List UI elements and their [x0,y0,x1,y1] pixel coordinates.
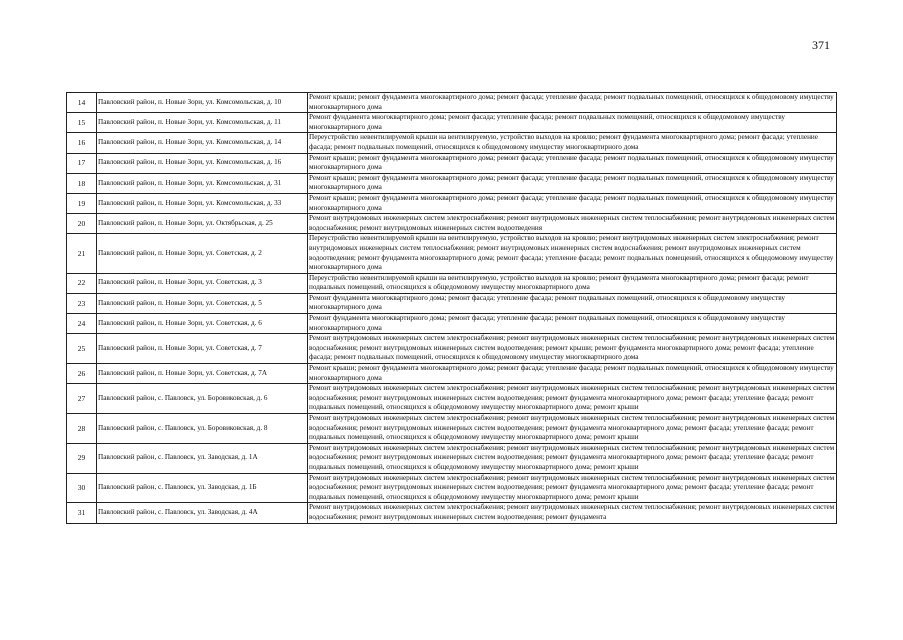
works-table [66,92,837,524]
address-cell: Павловский район, п. Новые Зори, ул. Советская, д. 3 [97,273,308,293]
table-row [67,273,837,293]
works-cell: Ремонт крыши; ремонт фундамента многоквартирного дома; ремонт фасада; утепление фасада; ремонт подвальных помещений, относящихся к общедомовому имуществу многоквартирного дома [308,173,837,193]
table-row [67,133,837,153]
table-row [67,293,837,313]
address-cell: Павловский район, п. Новые Зори, ул. Комсомольская, д. 31 [97,173,308,193]
works-cell: Ремонт фундамента многоквартирного дома; ремонт фасада; утепление фасада; ремонт подвальных помещений, относящихся к общедомовому имуществу многоквартирного дома [308,113,837,133]
address-cell: Павловский район, п. Новые Зори, ул. Комсомольская, д. 16 [97,153,308,173]
address-cell: Павловский район, п. Новые Зори, ул. Советская, д. 7 [97,334,308,364]
table-row [67,234,837,273]
address-cell: Павловский район, с. Павловск, ул. Боровиковская, д. 6 [97,384,308,414]
works-cell: Ремонт внутридомовых инженерных систем электроснабжения; ремонт внутридомовых инженерных систем теплоснабжения; ремонт внутридомовых инженерных систем водоснабжения; ремонт внутридомовых инженерных систем водоотведения; ремонт фундамента многоквартирного дома; ремонт фасада; утепление фасада; ремонт подвальных помещений, относящихся к общедомовому имуществу многоквартирного дома; ремонт крыши [308,384,837,414]
address-cell: Павловский район, п. Новые Зори, ул. Советская, д. 2 [97,234,308,273]
address-cell: Павловский район, п. Новые Зори, ул. Комсомольская, д. 33 [97,193,308,213]
table-row [67,443,837,473]
table-row [67,503,837,523]
row-number-cell: 14 [67,93,97,113]
table-row [67,364,837,384]
works-cell: Ремонт внутридомовых инженерных систем электроснабжения; ремонт внутридомовых инженерных систем теплоснабжения; ремонт внутридомовых инженерных систем водоснабжения; ремонт внутридомовых инженерных систем водоотведения; ремонт фундамента многоквартирного дома; ремонт фасада; утепление фасада; ремонт подвальных помещений, относящихся к общедомовому имуществу многоквартирного дома; ремонт крыши [308,473,837,503]
address-cell: Павловский район, с. Павловск, ул. Заводская, д. 1Б [97,473,308,503]
address-cell: Павловский район, п. Новые Зори, ул. Советская, д. 7А [97,364,308,384]
works-cell: Ремонт внутридомовых инженерных систем электроснабжения; ремонт внутридомовых инженерных систем теплоснабжения; ремонт внутридомовых инженерных систем водоснабжения; ремонт внутридомовых инженерных систем водоотведения; ремонт крыши; ремонт фундамента многоквартирного дома; ремонт фасада; утепление фасада; ремонт подвальных помещений, относящихся к общедомовому имуществу многоквартирного дома [308,334,837,364]
row-number-cell: 29 [67,443,97,473]
row-number-cell: 16 [67,133,97,153]
table-row [67,334,837,364]
row-number-cell: 25 [67,334,97,364]
row-number-cell: 27 [67,384,97,414]
row-number-cell: 31 [67,503,97,523]
row-number-cell: 26 [67,364,97,384]
row-number-cell: 28 [67,414,97,444]
works-cell: Ремонт фундамента многоквартирного дома; ремонт фасада; утепление фасада; ремонт подвальных помещений, относящихся к общедомовому имуществу многоквартирного дома [308,293,837,313]
address-cell: Павловский район, с. Павловск, ул. Боровиковская, д. 8 [97,414,308,444]
address-cell: Павловский район, с. Павловск, ул. Заводская, д. 1А [97,443,308,473]
row-number-cell: 24 [67,314,97,334]
address-cell: Павловский район, п. Новые Зори, ул. Комсомольская, д. 11 [97,113,308,133]
table-row [67,384,837,414]
row-number-cell: 20 [67,214,97,234]
table-row [67,214,837,234]
address-cell: Павловский район, п. Новые Зори, ул. Комсомольская, д. 10 [97,93,308,113]
table-row [67,153,837,173]
works-cell: Ремонт внутридомовых инженерных систем электроснабжения; ремонт внутридомовых инженерных систем теплоснабжения; ремонт внутридомовых инженерных систем водоснабжения; ремонт внутридомовых инженерных систем водоотведения; ремонт фундамента многоквартирного дома; ремонт фасада; утепление фасада; ремонт подвальных помещений, относящихся к общедомовому имуществу многоквартирного дома; ремонт крыши [308,414,837,444]
works-cell: Ремонт крыши; ремонт фундамента многоквартирного дома; ремонт фасада; утепление фасада; ремонт подвальных помещений, относящихся к общедомовому имуществу многоквартирного дома [308,93,837,113]
works-cell: Ремонт крыши; ремонт фундамента многоквартирного дома; ремонт фасада; утепление фасада; ремонт подвальных помещений, относящихся к общедомовому имуществу многоквартирного дома [308,153,837,173]
table-row [67,473,837,503]
address-cell: Павловский район, п. Новые Зори, ул. Комсомольская, д. 14 [97,133,308,153]
works-table-container [66,92,836,524]
works-cell: Ремонт внутридомовых инженерных систем электроснабжения; ремонт внутридомовых инженерных систем теплоснабжения; ремонт внутридомовых инженерных систем водоснабжения; ремонт внутридомовых инженерных систем водоотведения; ремонт фундамента [308,503,837,523]
works-cell: Переустройство невентилируемой крыши на вентилируемую, устройство выходов на кровлю; ремонт внутридомовых инженерных систем электроснабжения; ремонт внутридомовых инженерных систем теплоснабжения; ремонт внутридомовых инженерных систем водоснабжения; ремонт внутридомовых инженерных систем водоотведения; ремонт фундамента многоквартирного дома; ремонт фасада; утепление фасада; ремонт подвальных помещений, относящихся к общедомовому имуществу многоквартирного дома [308,234,837,273]
table-row [67,414,837,444]
works-cell: Ремонт внутридомовых инженерных систем электроснабжения; ремонт внутридомовых инженерных систем теплоснабжения; ремонт внутридомовых инженерных систем водоснабжения; ремонт внутридомовых инженерных систем водоотведения; ремонт фундамента многоквартирного дома; ремонт фасада; утепление фасада; ремонт подвальных помещений, относящихся к общедомовому имуществу многоквартирного дома; ремонт крыши [308,443,837,473]
row-number-cell: 18 [67,173,97,193]
works-cell: Ремонт внутридомовых инженерных систем электроснабжения; ремонт внутридомовых инженерных систем теплоснабжения; ремонт внутридомовых инженерных систем водоснабжения; ремонт внутридомовых инженерных систем водоотведения [308,214,837,234]
works-cell: Переустройство невентилируемой крыши на вентилируемую, устройство выходов на кровлю; ремонт фундамента многоквартирного дома; ремонт фасада; утепление фасада; ремонт подвальных помещений, относящихся к общедомовому имуществу многоквартирного дома [308,133,837,153]
works-cell: Ремонт фундамента многоквартирного дома; ремонт фасада; утепление фасада; ремонт подвальных помещений, относящихся к общедомовому имуществу многоквартирного дома [308,314,837,334]
row-number-cell: 19 [67,193,97,213]
address-cell: Павловский район, п. Новые Зори, ул. Советская, д. 6 [97,314,308,334]
address-cell: Павловский район, с. Павловск, ул. Заводская, д. 4А [97,503,308,523]
row-number-cell: 17 [67,153,97,173]
table-row [67,173,837,193]
table-row [67,113,837,133]
address-cell: Павловский район, п. Новые Зори, ул. Советская, д. 5 [97,293,308,313]
row-number-cell: 30 [67,473,97,503]
table-row [67,93,837,113]
works-cell: Переустройство невентилируемой крыши на вентилируемую, устройство выходов на кровлю; ремонт фундамента многоквартирного дома; ремонт фасада; ремонт подвальных помещений, относящихся к общедомовому имуществу многоквартирного дома [308,273,837,293]
address-cell: Павловский район, п. Новые Зори, ул. Октябрьская, д. 25 [97,214,308,234]
row-number-cell: 21 [67,234,97,273]
works-table-body [67,93,837,524]
table-row [67,193,837,213]
works-cell: Ремонт крыши; ремонт фундамента многоквартирного дома; ремонт фасада; утепление фасада; ремонт подвальных помещений, относящихся к общедомовому имуществу многоквартирного дома [308,364,837,384]
page-number: 371 [812,38,830,52]
works-cell: Ремонт крыши; ремонт фундамента многоквартирного дома; ремонт фасада; утепление фасада; ремонт подвальных помещений, относящихся к общедомовому имуществу многоквартирного дома [308,193,837,213]
row-number-cell: 22 [67,273,97,293]
row-number-cell: 15 [67,113,97,133]
row-number-cell: 23 [67,293,97,313]
table-row [67,314,837,334]
